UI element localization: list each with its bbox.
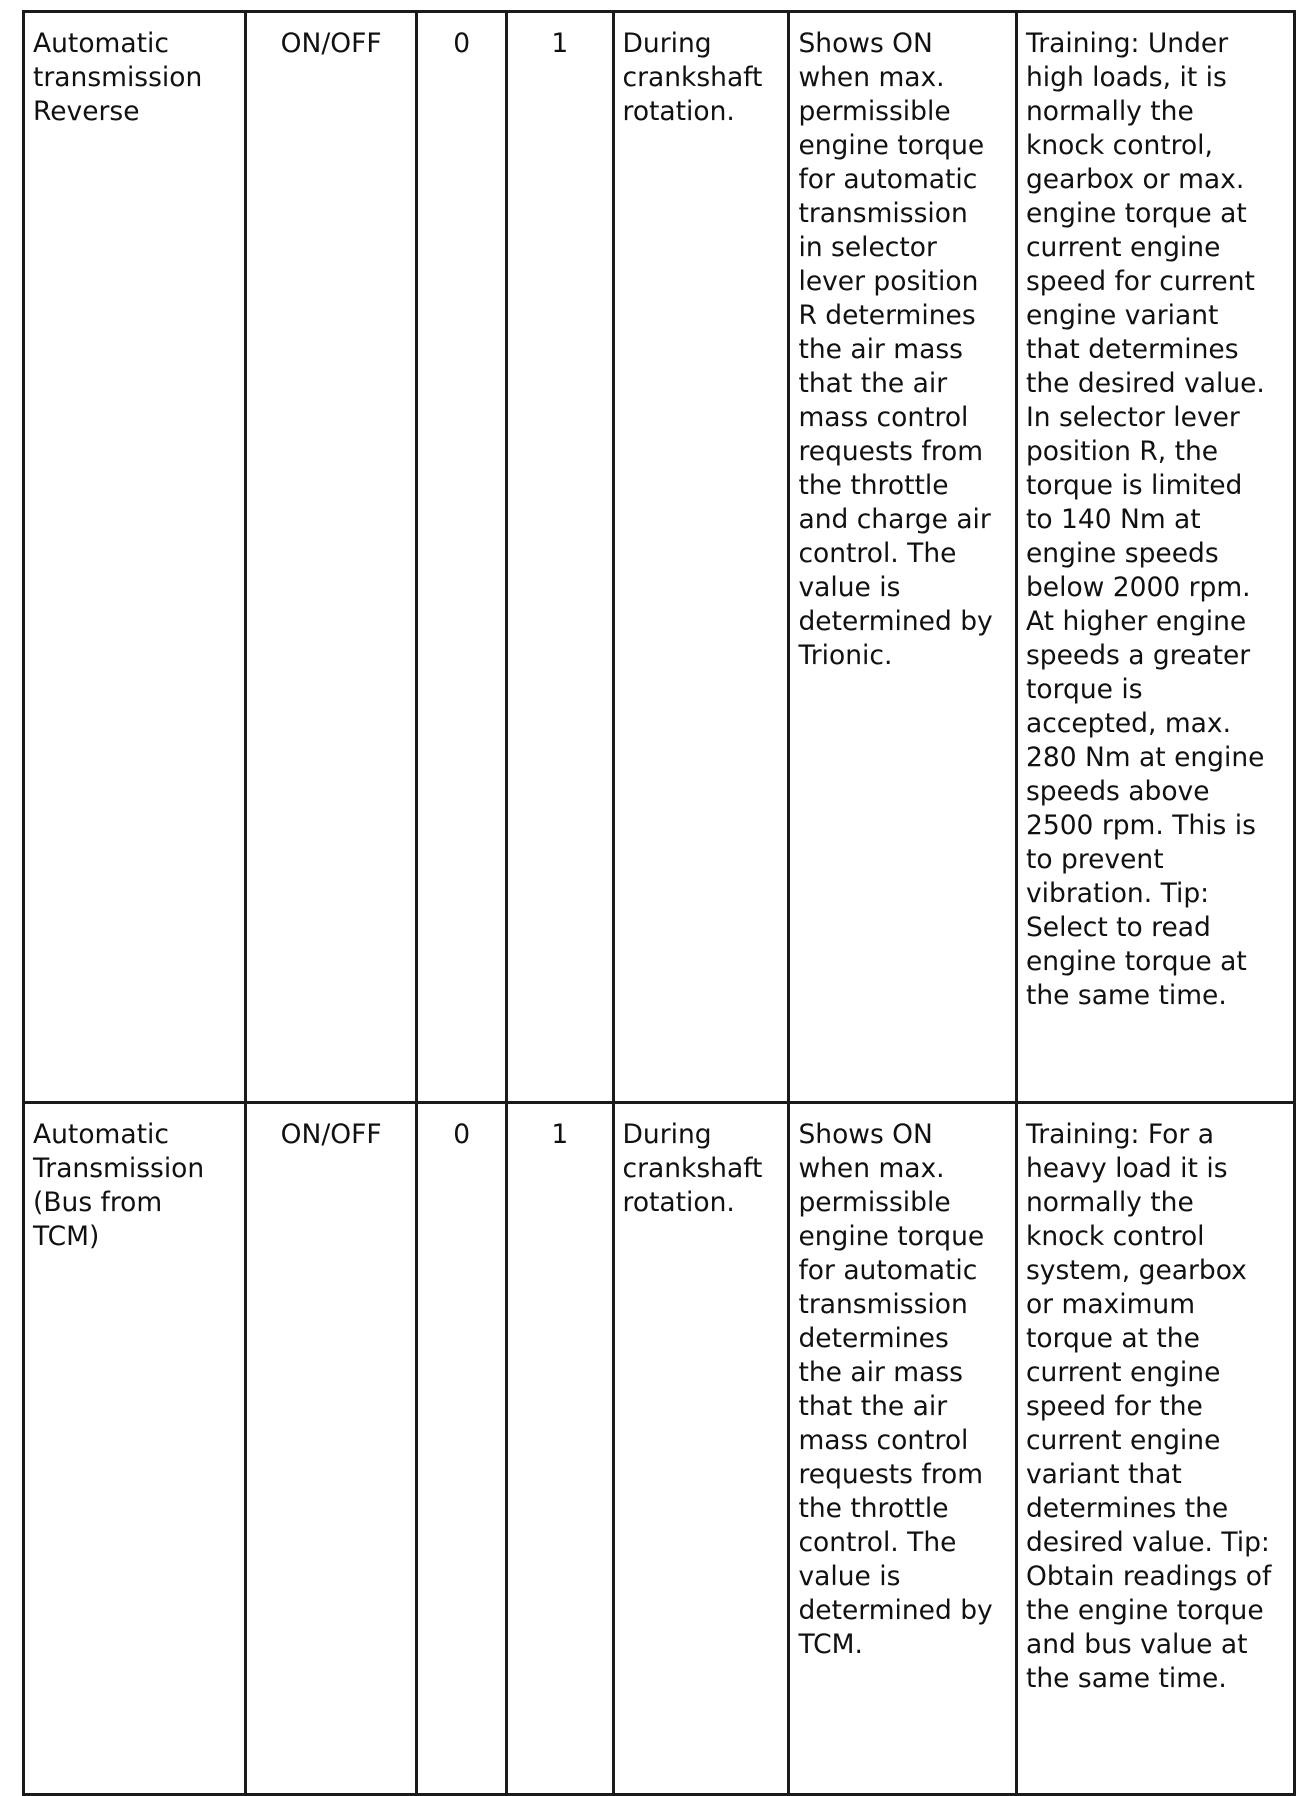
condition-cell: During crankshaft rotation.: [613, 1103, 789, 1795]
parameter-name-cell: Automatic Transmission (Bus from TCM): [24, 1103, 246, 1795]
parameter-table: [22, 10, 1296, 1796]
parameter-name-cell: Automatic transmission Reverse: [24, 12, 246, 1103]
notes-cell: Training: For a heavy load it is normally the knock control system, gearbox or maximum torque at the current engine speed for the current engine variant that determines the desired value. Tip: Obtain readings of the engine torque and bus value at the same time.: [1016, 1103, 1294, 1795]
value-type-cell: ON/OFF: [245, 12, 416, 1103]
value-type-cell: ON/OFF: [245, 1103, 416, 1795]
table-row: [24, 1103, 1295, 1795]
condition-cell: During crankshaft rotation.: [613, 12, 789, 1103]
min-value-cell: 0: [417, 1103, 507, 1795]
max-value-cell: 1: [507, 12, 613, 1103]
min-value-cell: 0: [417, 12, 507, 1103]
max-value-cell: 1: [507, 1103, 613, 1795]
description-cell: Shows ON when max. permissible engine torque for automatic transmission in selector lever position R determines the air mass that the air mass control requests from the throttle and charge air control. The value is determined by Trionic.: [789, 12, 1017, 1103]
description-cell: Shows ON when max. permissible engine torque for automatic transmission determines the air mass that the air mass control requests from the throttle control. The value is determined by TCM.: [789, 1103, 1017, 1795]
notes-cell: Training: Under high loads, it is normally the knock control, gearbox or max. engine torque at current engine speed for current engine variant that determines the desired value. In selector lever position R, the torque is limited to 140 Nm at engine speeds below 2000 rpm. At higher engine speeds a greater torque is accepted, max. 280 Nm at engine speeds above 2500 rpm. This is to prevent vibration. Tip: Select to read engine torque at the same time.: [1016, 12, 1294, 1103]
table-row: [24, 12, 1295, 1103]
